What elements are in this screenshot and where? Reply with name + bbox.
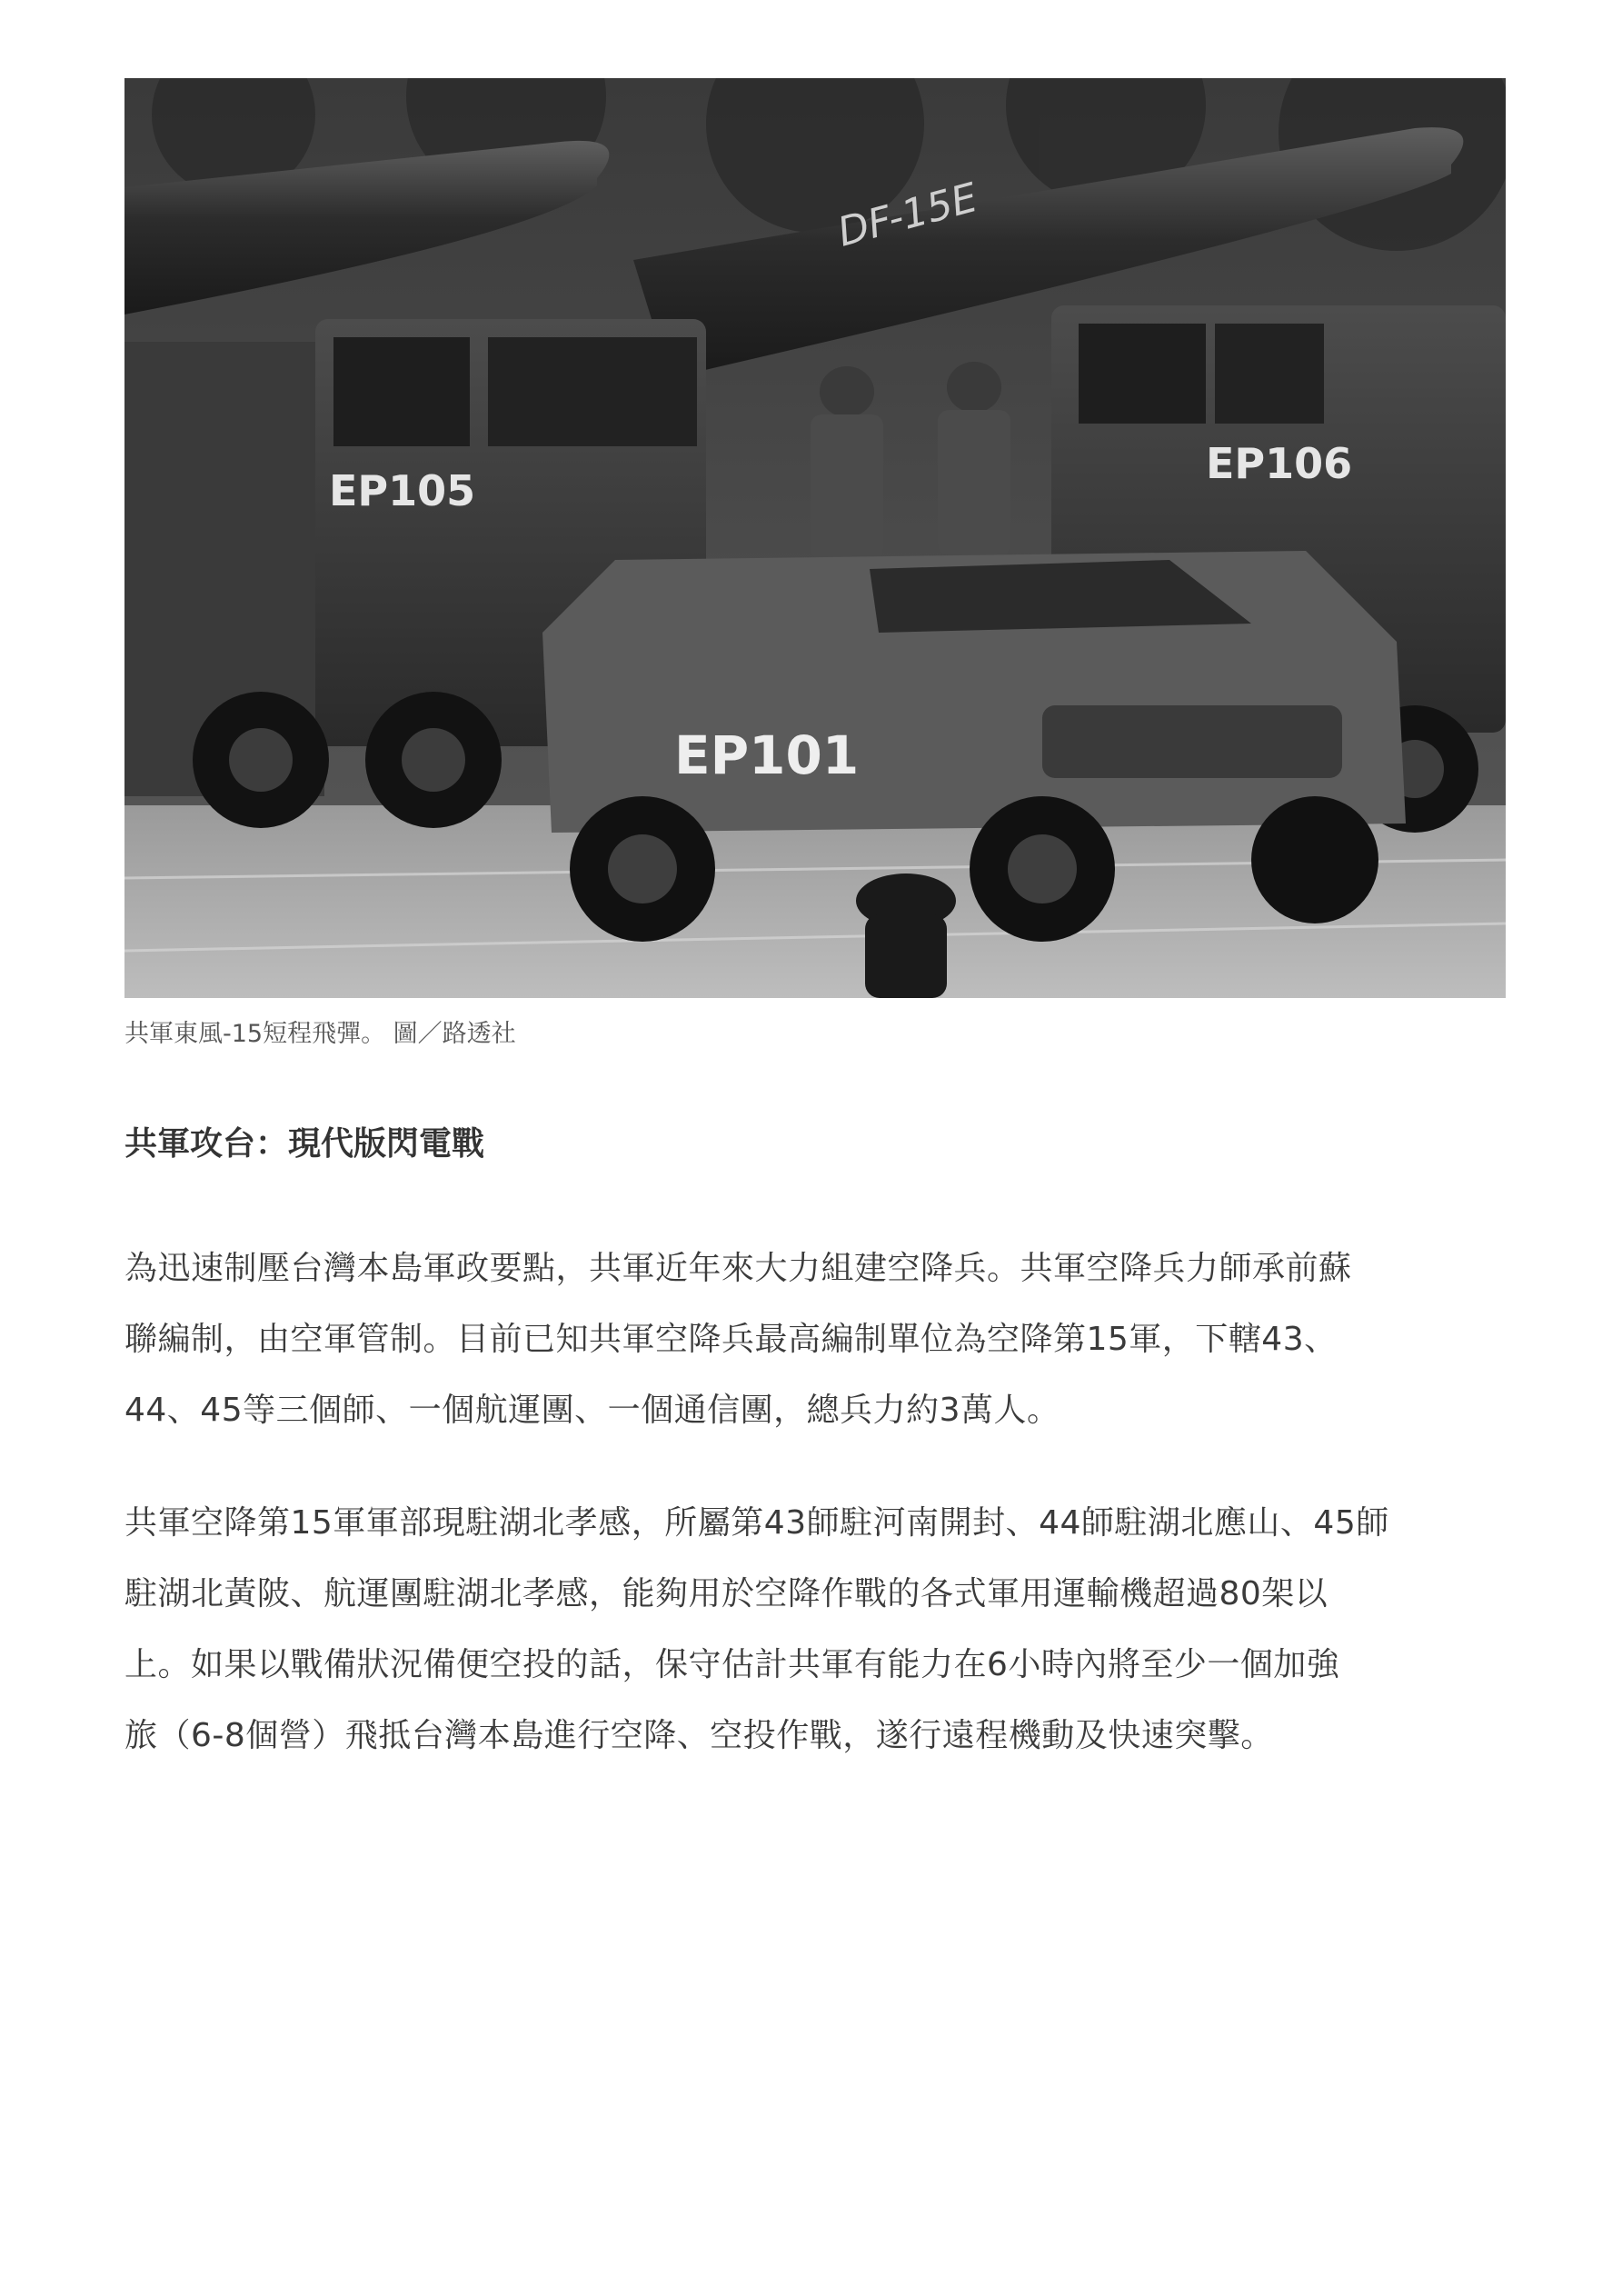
- paragraph-line: 駐湖北黃陂、航運團駐湖北孝感，能夠用於空降作戰的各式軍用運輸機超過80架以: [124, 1575, 1328, 1612]
- jeep-plate: EP101: [674, 724, 860, 786]
- paragraph-line: 共軍空降第15軍軍部現駐湖北孝感，所屬第43師駐河南開封、44師駐湖北應山、45師: [124, 1504, 1389, 1542]
- missile-parade-photo: [124, 78, 1506, 998]
- photo-caption: 共軍東風-15短程飛彈。 圖／路透社: [124, 1020, 516, 1048]
- truck-left-plate: EP105: [329, 466, 476, 515]
- paragraph-line: 旅（6-8個營）飛抵台灣本島進行空降、空投作戰，遂行遠程機動及快速突擊。: [124, 1717, 1274, 1754]
- paragraph-line: 44、45等三個師、一個航運團、一個通信團，總兵力約3萬人。: [124, 1392, 1060, 1429]
- paragraph-line: 上。如果以戰備狀況備便空投的話，保守估計共軍有能力在6小時內將至少一個加強: [124, 1646, 1340, 1683]
- jeep: [542, 551, 1406, 942]
- missile-marking: DF-15E: [832, 174, 982, 256]
- paragraph: [124, 1488, 1506, 1772]
- paragraph-line: 為迅速制壓台灣本島軍政要點，共軍近年來大力組建空降兵。共軍空降兵力師承前蘇: [124, 1250, 1352, 1287]
- officer-silhouette: [856, 873, 956, 998]
- paragraph-line: 聯編制，由空軍管制。目前已知共軍空降兵最高編制單位為空降第15軍，下轄43、: [124, 1321, 1338, 1358]
- truck-right-plate: EP106: [1206, 439, 1353, 488]
- article-photo: [124, 78, 1506, 998]
- section-heading: 共軍攻台：現代版閃電戰: [124, 1125, 485, 1163]
- paragraph: [124, 1233, 1506, 1446]
- article: [124, 78, 1506, 1772]
